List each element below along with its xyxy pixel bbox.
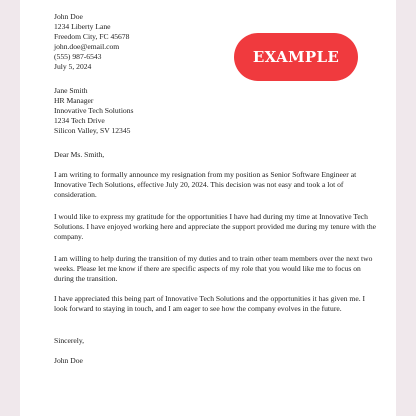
sender-name: John Doe — [54, 12, 83, 21]
recipient-title: HR Manager — [54, 96, 94, 105]
sender-street: 1234 Liberty Lane — [54, 22, 111, 31]
body-paragraph: I am writing to formally announce my resignation from my position as Senior Software Engineer at Innovative Tech Solutions, effective July 20, 2024. This decision was not easy and took a lot of consideration. — [54, 170, 357, 199]
recipient-name: Jane Smith — [54, 86, 88, 95]
letter-date: July 5, 2024 — [54, 62, 92, 71]
sender-phone: (555) 987-6543 — [54, 52, 102, 61]
example-badge: EXAMPLE — [234, 33, 358, 81]
signature-name: John Doe — [54, 356, 83, 365]
recipient-street: 1234 Tech Drive — [54, 116, 105, 125]
sender-email: john.doe@email.com — [54, 42, 120, 51]
recipient-company: Innovative Tech Solutions — [54, 106, 134, 115]
closing: Sincerely, — [54, 336, 85, 345]
letter-page — [20, 0, 396, 416]
body-paragraph: I have appreciated this being part of Innovative Tech Solutions and the opportunities it has given me. I look forward to staying in touch, and I am eager to see how the company evolves in the future. — [54, 294, 366, 313]
sender-city: Freedom City, FC 45678 — [54, 32, 130, 41]
body-paragraph: I would like to express my gratitude for the opportunities I have had during my time at Innovative Tech Solutions. I have enjoyed working here and appreciate the support provided me during my tenure with the company. — [54, 212, 377, 241]
recipient-address-block — [54, 86, 376, 136]
recipient-city: Silicon Valley, SV 12345 — [54, 126, 131, 135]
body-paragraph: I am willing to help during the transition of my duties and to train other team members over the next two weeks. Please let me know if there are specific aspects of my role that you would like me to focus on during the transition. — [54, 254, 373, 283]
salutation: Dear Ms. Smith, — [54, 150, 105, 159]
